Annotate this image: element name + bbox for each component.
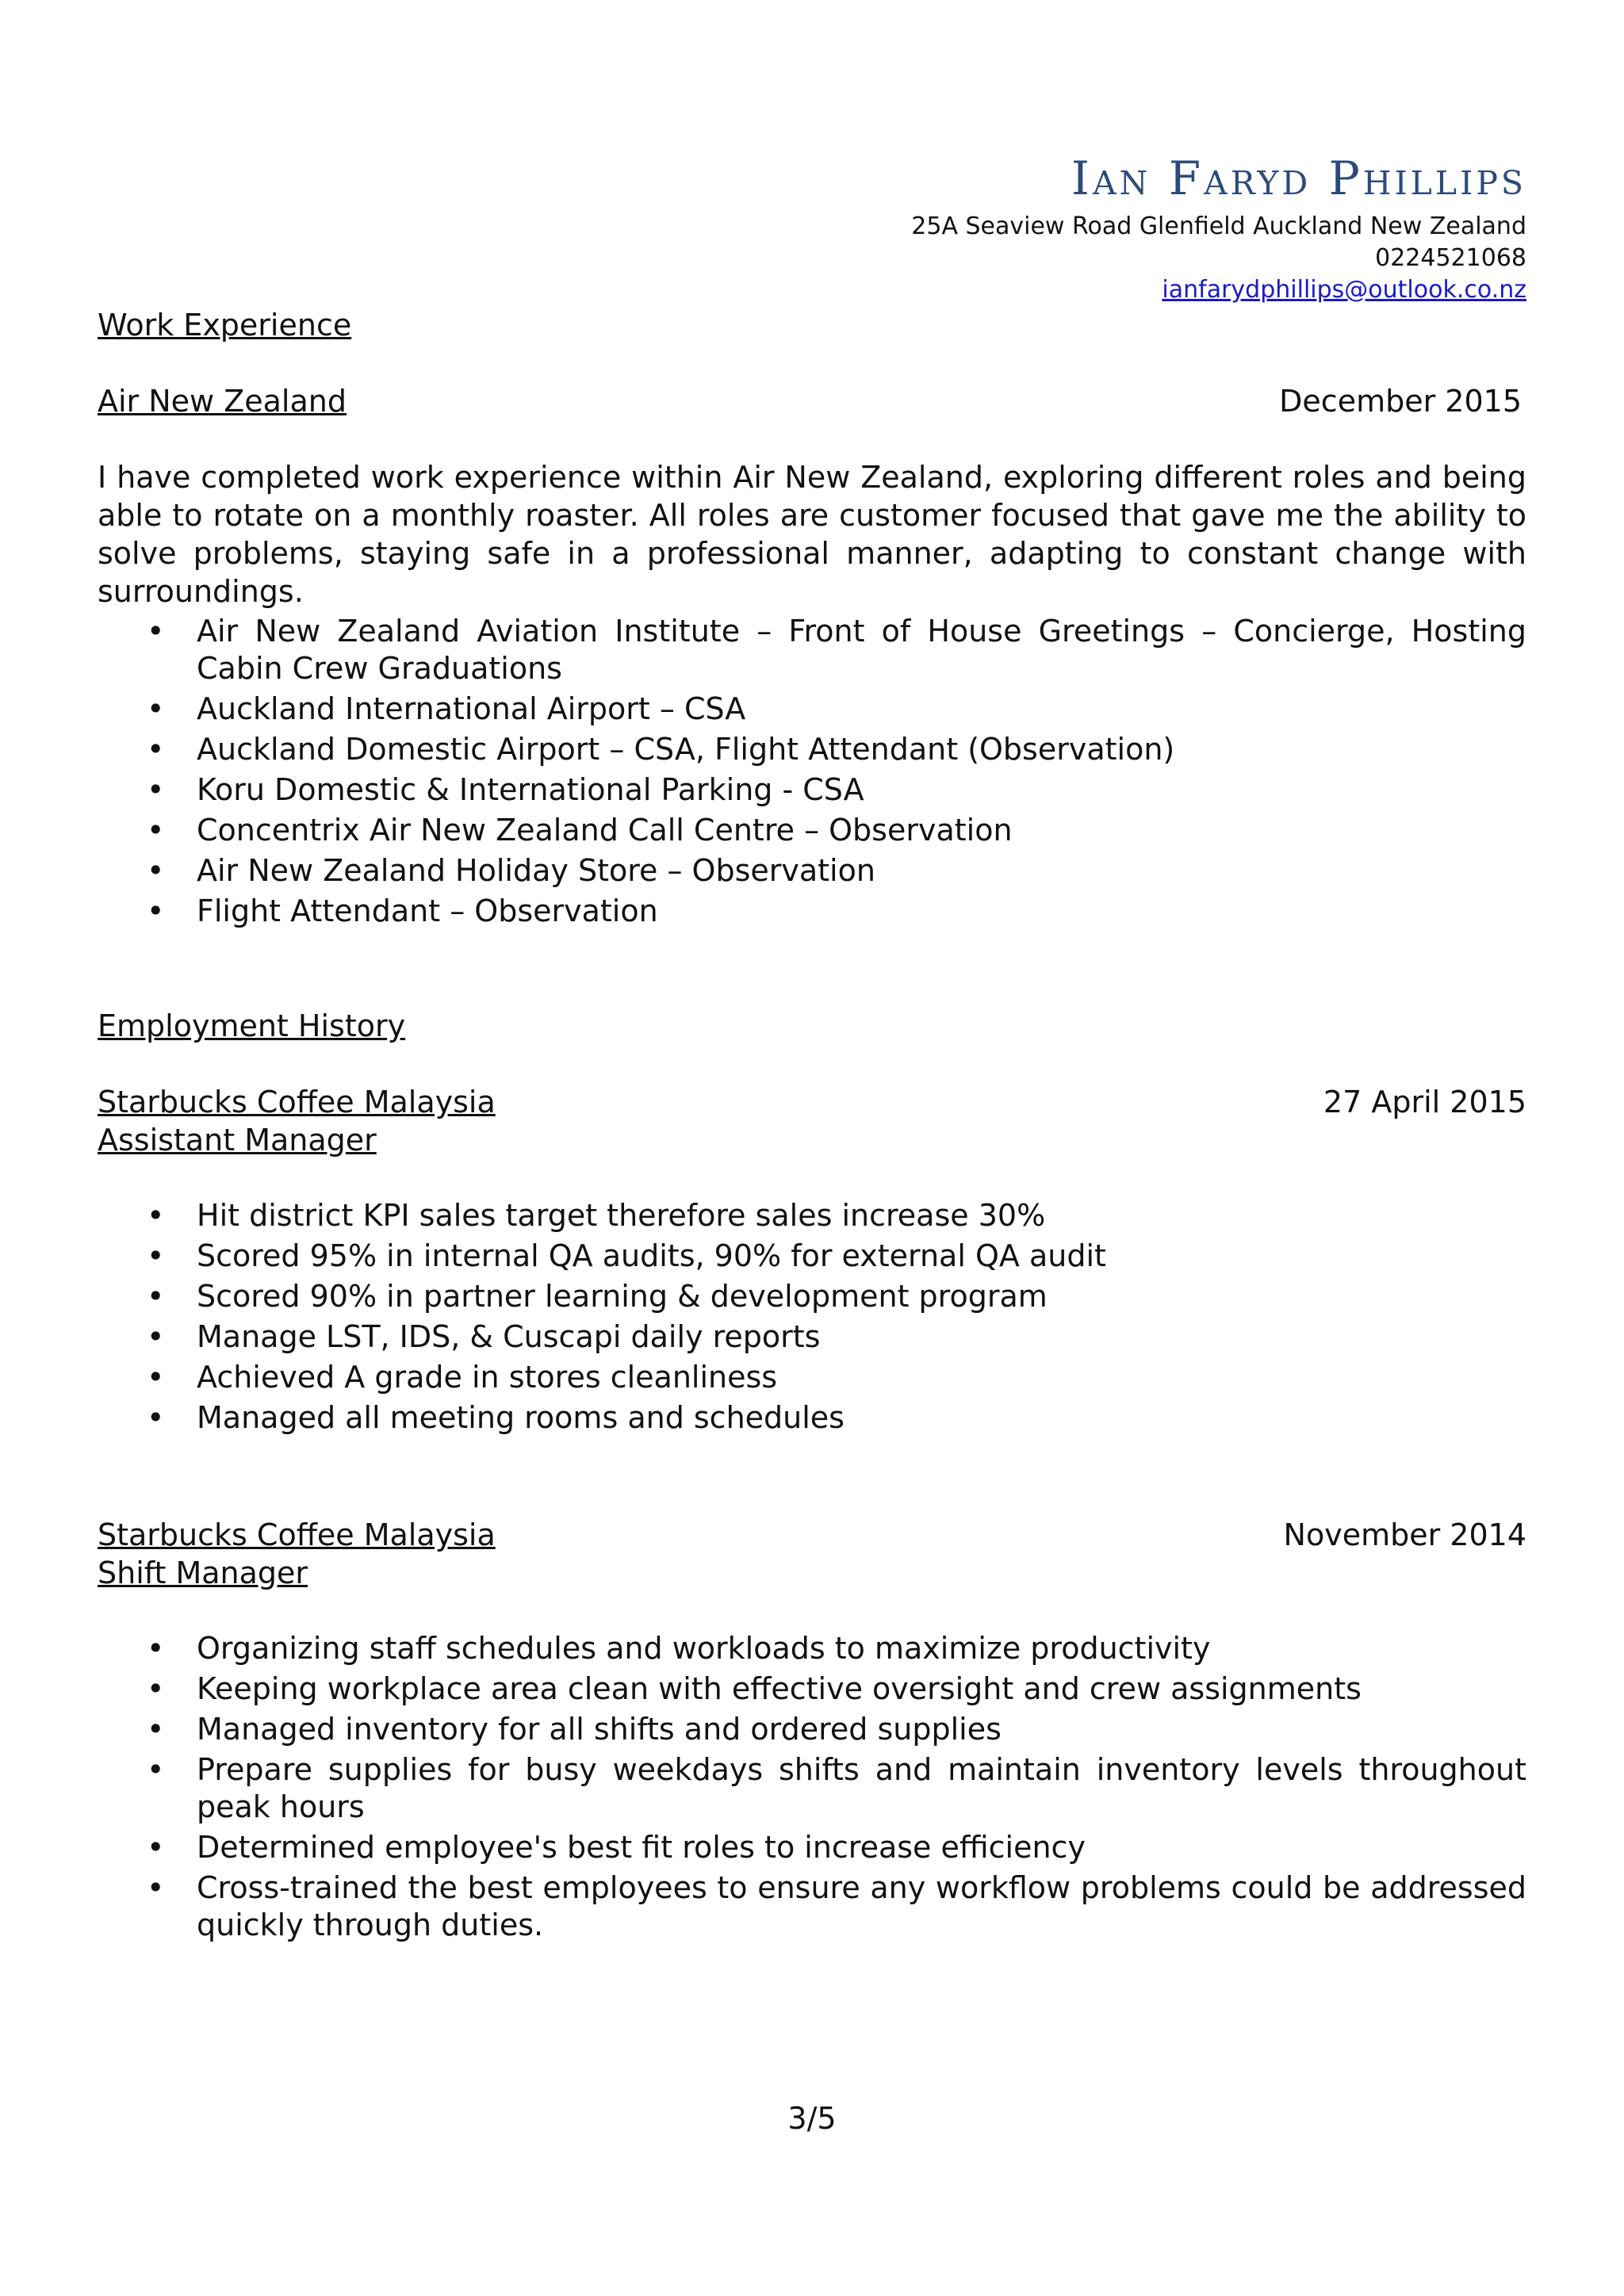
job-2-role-row [98, 1554, 1526, 1592]
employer-name: Air New Zealand [98, 384, 347, 419]
list-item: • Organizing staff schedules and workloads to maximize productivity [98, 1630, 1526, 1667]
work-experience-summary: I have completed work experience within Air New Zealand, exploring different roles and being able to rotate on a monthly roaster. All roles are customer focused that gave me the ability to solve problems, staying safe in a professional manner, adapting to constant change with surroundings. [98, 460, 1526, 609]
work-experience-list [98, 613, 1526, 933]
job-2-row [98, 1516, 1526, 1554]
list-item: • Auckland Domestic Airport – CSA, Flight Attendant (Observation) [98, 731, 1526, 768]
employment-history-heading: Employment History [98, 1008, 406, 1043]
email-link[interactable]: ianfarydphillips@outlook.co.nz [1162, 276, 1526, 304]
employer-name: Starbucks Coffee Malaysia [98, 1085, 496, 1119]
list-item: • Scored 95% in internal QA audits, 90% for external QA audit [98, 1238, 1526, 1275]
list-item: • Air New Zealand Aviation Institute – Front of House Greetings – Concierge, Hosting Cabin Crew Graduations [98, 613, 1526, 687]
list-item: • Air New Zealand Holiday Store – Observation [98, 852, 1526, 890]
list-item: • Concentrix Air New Zealand Call Centre – Observation [98, 812, 1526, 849]
job-1-duties [98, 1197, 1526, 1440]
work-experience-employer-row [98, 382, 1526, 420]
applicant-name: Ian Faryd Phillips [1071, 151, 1526, 205]
employment-date: November 2014 [1283, 1517, 1526, 1552]
list-item: • Managed inventory for all shifts and ordered supplies [98, 1711, 1526, 1748]
job-role: Shift Manager [98, 1556, 308, 1590]
list-item: • Keeping workplace area clean with effective oversight and crew assignments [98, 1670, 1526, 1708]
list-item: • Flight Attendant – Observation [98, 893, 1526, 930]
job-1-role-row [98, 1121, 1526, 1159]
contact-header [911, 151, 1526, 306]
list-item: • Auckland International Airport – CSA [98, 691, 1526, 728]
job-role: Assistant Manager [98, 1123, 377, 1158]
list-item: • Koru Domestic & International Parking - CSA [98, 771, 1526, 809]
employment-date: December 2015 [1279, 384, 1522, 419]
employer-name: Starbucks Coffee Malaysia [98, 1517, 496, 1552]
job-2-duties [98, 1630, 1526, 1947]
address: 25A Seaview Road Glenfield Auckland New Zealand [911, 212, 1526, 240]
phone-number: 0224521068 [1375, 244, 1526, 272]
list-item: • Cross-trained the best employees to ensure any workflow problems could be addressed quickly through duties. [98, 1869, 1526, 1944]
work-experience-heading: Work Experience [98, 308, 352, 342]
list-item: • Achieved A grade in stores cleanliness [98, 1359, 1526, 1396]
list-item: • Scored 90% in partner learning & development program [98, 1278, 1526, 1315]
page-number: 3/5 [787, 2101, 837, 2136]
list-item: • Manage LST, IDS, & Cuscapi daily reports [98, 1318, 1526, 1356]
job-1-row [98, 1083, 1526, 1121]
list-item: • Managed all meeting rooms and schedules [98, 1399, 1526, 1437]
list-item: • Hit district KPI sales target therefore sales increase 30% [98, 1197, 1526, 1234]
list-item: • Prepare supplies for busy weekdays shifts and maintain inventory levels throughout peak hours [98, 1751, 1526, 1826]
employment-date: 27 April 2015 [1323, 1085, 1526, 1119]
list-item: • Determined employee's best fit roles to increase efficiency [98, 1829, 1526, 1866]
